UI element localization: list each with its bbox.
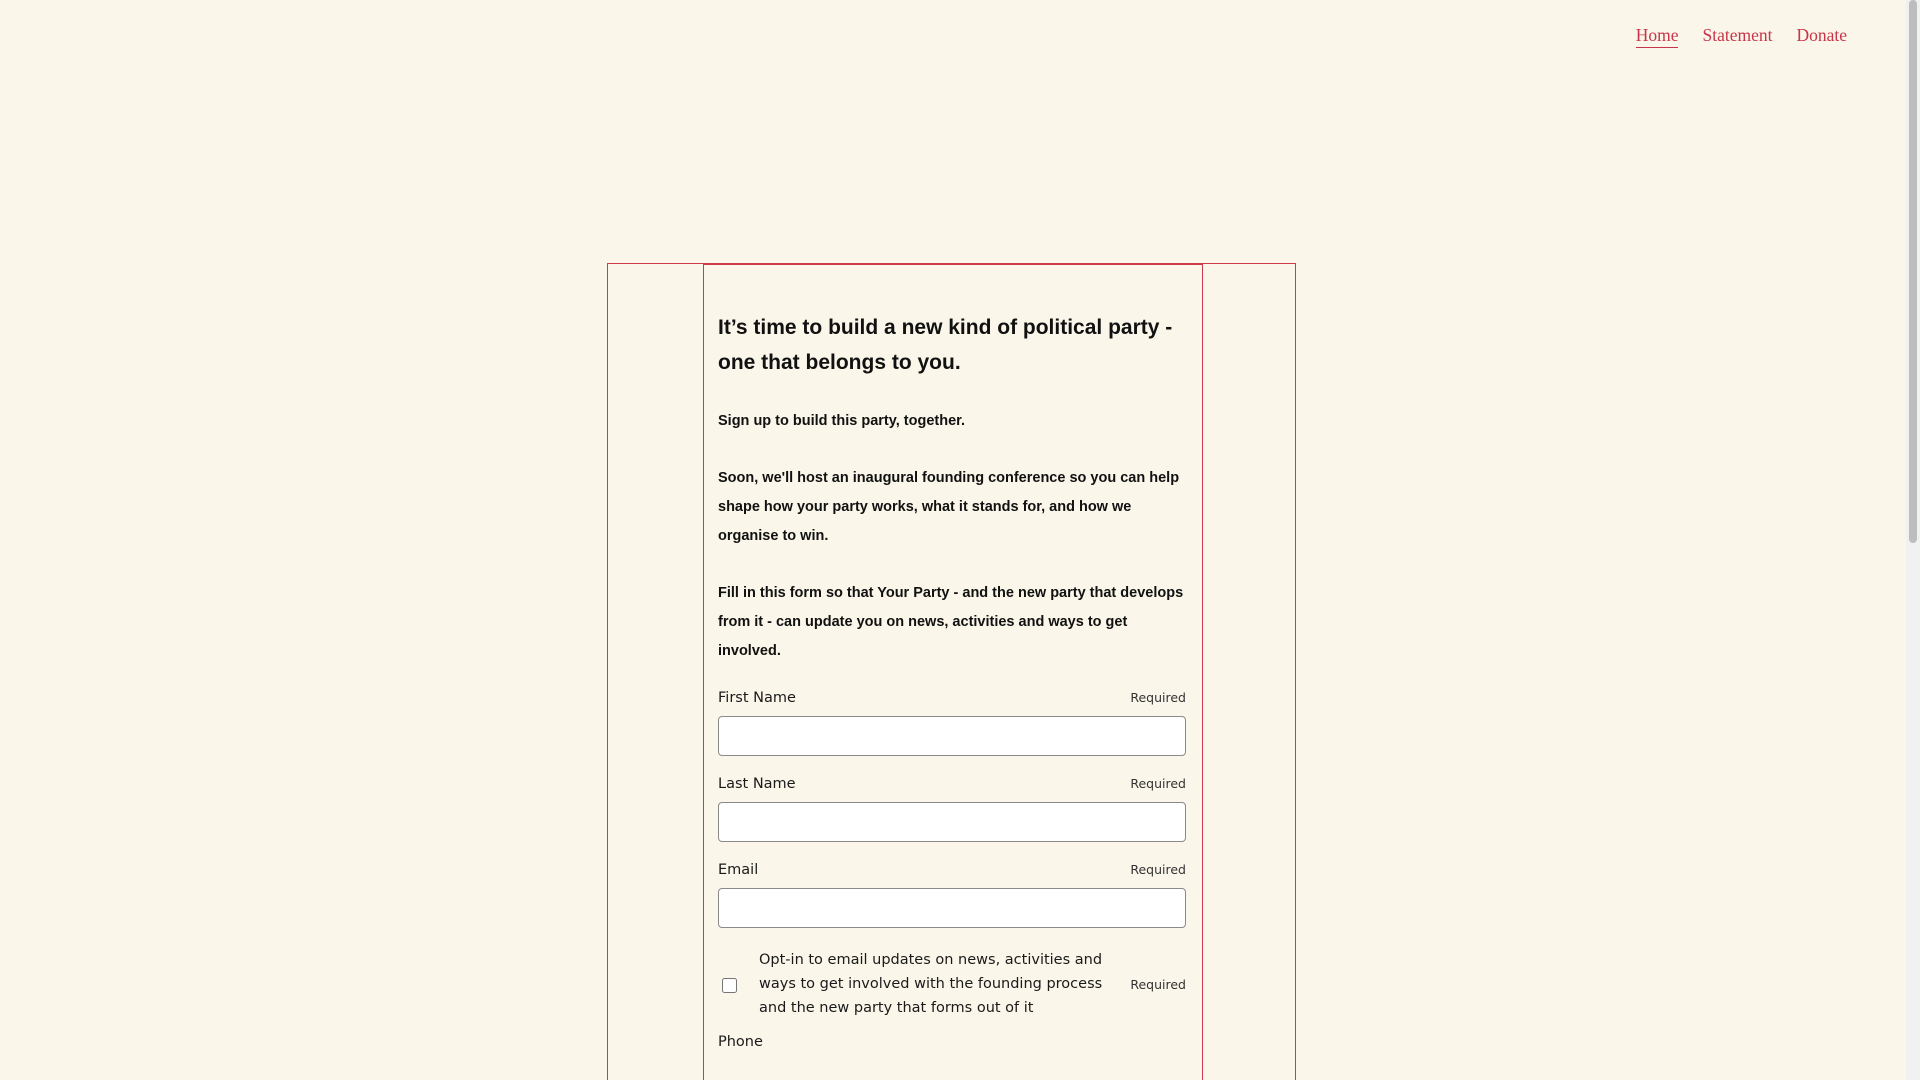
conference-text: Soon, we'll host an inaugural founding conference so you can help shape how your party works, what it stands for, and how we organise to win. bbox=[718, 470, 1180, 544]
last-name-label: Last Name bbox=[718, 776, 796, 792]
email-group bbox=[718, 862, 1186, 928]
last-name-group bbox=[718, 776, 1186, 842]
page-title: It’s time to build a new kind of political party - one that belongs to you. bbox=[718, 316, 1173, 374]
email-required-note: Required bbox=[1130, 862, 1186, 877]
last-name-required-note: Required bbox=[1130, 776, 1186, 791]
optin-label: Opt-in to email updates on news, activities and ways to get involved with the founding process and the new party that forms out of it bbox=[759, 952, 1103, 1016]
scrollbar-thumb[interactable] bbox=[1909, 0, 1917, 543]
first-name-group bbox=[718, 690, 1186, 756]
first-name-required-note: Required bbox=[1130, 690, 1186, 705]
nav-link-donate[interactable]: Donate bbox=[1796, 25, 1847, 45]
nav-link-statement[interactable]: Statement bbox=[1702, 25, 1773, 45]
last-name-header bbox=[718, 776, 1186, 792]
email-label: Email bbox=[718, 862, 759, 878]
page-scrollbar[interactable] bbox=[1906, 0, 1920, 1080]
nav-link-home[interactable]: Home bbox=[1636, 25, 1679, 48]
email-input[interactable] bbox=[718, 888, 1186, 928]
top-navigation bbox=[1636, 25, 1847, 48]
optin-required-note: Required bbox=[1130, 977, 1186, 992]
optin-checkbox[interactable] bbox=[722, 978, 737, 993]
first-name-input[interactable] bbox=[718, 716, 1186, 756]
optin-group bbox=[718, 948, 1186, 1020]
last-name-input[interactable] bbox=[718, 802, 1186, 842]
signup-form bbox=[718, 310, 1186, 1050]
signup-text: Sign up to build this party, together. bbox=[718, 413, 966, 429]
updates-text: Fill in this form so that Your Party - and the new party that develops from it - can update you on news, activities and ways to get involved. bbox=[718, 585, 1184, 659]
first-name-label: First Name bbox=[718, 690, 796, 706]
email-header bbox=[718, 862, 1186, 878]
first-name-header bbox=[718, 690, 1186, 706]
phone-label: Phone bbox=[718, 1034, 763, 1050]
